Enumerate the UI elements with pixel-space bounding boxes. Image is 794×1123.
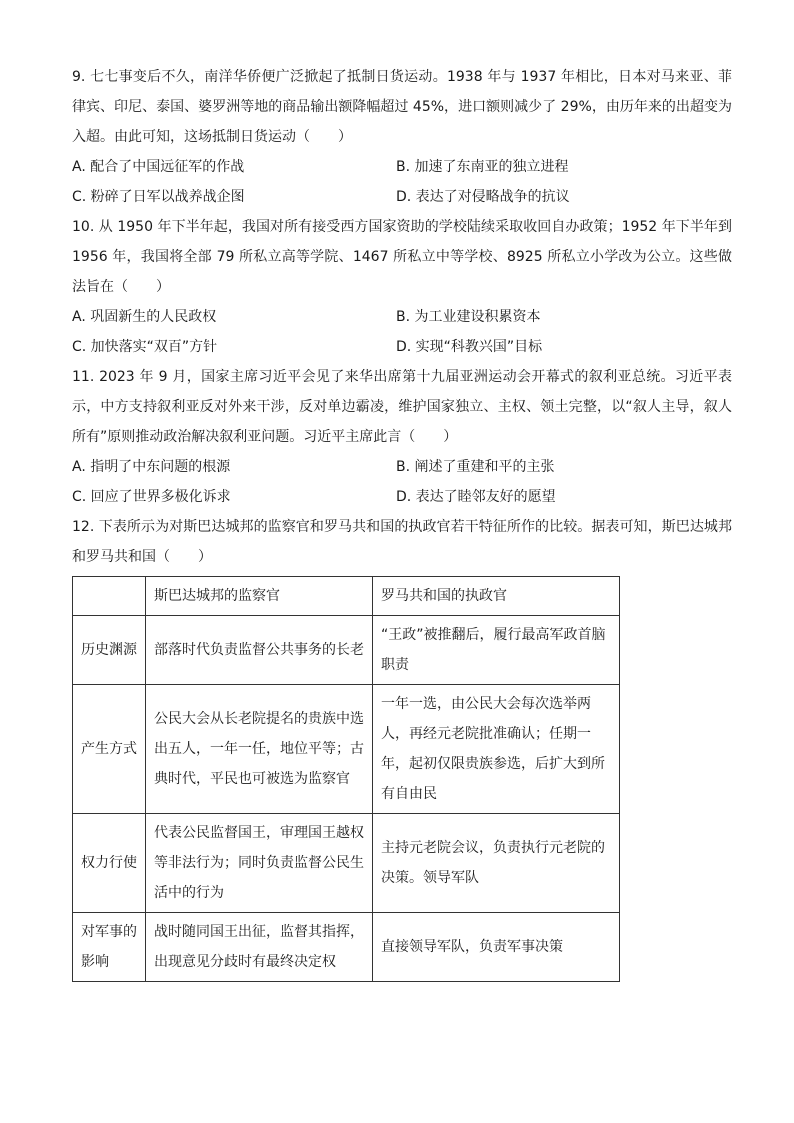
exam-page	[72, 62, 732, 982]
option-d: D. 实现“科教兴国”目标	[396, 339, 543, 355]
question-11	[72, 362, 732, 512]
question-10-stem: 10. 从 1950 年下半年起，我国对所有接受西方国家资助的学校陆续采取收回自办政策；1952 年下半年到 1956 年，我国将全部 79 所私立高等学院、1467 所私立中等学校、8925 所私立小学改为公立。这些做法旨在（ ）	[72, 219, 732, 295]
table-header-cell: 斯巴达城邦的监察官	[146, 577, 373, 616]
table-cell: “王政”被推翻后，履行最高军政首脑职责	[373, 616, 620, 685]
option-d: D. 表达了对侵略战争的抗议	[396, 189, 570, 205]
question-12-stem: 12. 下表所示为对斯巴达城邦的监察官和罗马共和国的执政官若干特征所作的比较。据表可知，斯巴达城邦和罗马共和国（ ）	[72, 519, 732, 565]
option-a: A. 配合了中国远征军的作战	[72, 159, 245, 175]
option-b: B. 阐述了重建和平的主张	[396, 459, 555, 475]
row-label: 对军事的影响	[73, 913, 146, 982]
table-row	[73, 616, 620, 685]
table-cell: 战时随同国王出征，监督其指挥，出现意见分歧时有最终决定权	[146, 913, 373, 982]
question-11-options	[72, 452, 732, 512]
question-9	[72, 62, 732, 212]
row-label: 历史渊源	[73, 616, 146, 685]
table-header-cell: 罗马共和国的执政官	[373, 577, 620, 616]
option-c: C. 回应了世界多极化诉求	[72, 489, 231, 505]
table-cell: 公民大会从长老院提名的贵族中选出五人，一年一任，地位平等；古典时代，平民也可被选为监察官	[146, 685, 373, 814]
question-10-options	[72, 302, 732, 362]
table-row	[73, 913, 620, 982]
table-header-row	[73, 577, 620, 616]
question-9-options	[72, 152, 732, 212]
option-d: D. 表达了睦邻友好的愿望	[396, 489, 556, 505]
table-cell: 主持元老院会议，负责执行元老院的决策。领导军队	[373, 814, 620, 913]
option-c: C. 粉碎了日军以战养战企图	[72, 189, 245, 205]
row-label: 产生方式	[73, 685, 146, 814]
table-cell: 部落时代负责监督公共事务的长老	[146, 616, 373, 685]
option-b: B. 为工业建设积累资本	[396, 309, 541, 325]
question-12	[72, 512, 732, 982]
option-a: A. 指明了中东问题的根源	[72, 459, 231, 475]
row-label: 权力行使	[73, 814, 146, 913]
table-row	[73, 814, 620, 913]
option-b: B. 加速了东南亚的独立进程	[396, 159, 569, 175]
table-row	[73, 685, 620, 814]
option-a: A. 巩固新生的人民政权	[72, 309, 217, 325]
table-cell: 一年一选，由公民大会每次选举两人，再经元老院批准确认；任期一年，起初仅限贵族参选，后扩大到所有自由民	[373, 685, 620, 814]
table-header-cell	[73, 577, 146, 616]
question-11-stem: 11. 2023 年 9 月，国家主席习近平会见了来华出席第十九届亚洲运动会开幕式的叙利亚总统。习近平表示，中方支持叙利亚反对外来干涉，反对单边霸凌，维护国家独立、主权、领土完整，以“叙人主导，叙人所有”原则推动政治解决叙利亚问题。习近平主席此言（ ）	[72, 369, 732, 445]
option-c: C. 加快落实“双百”方针	[72, 339, 218, 355]
table-cell: 直接领导军队，负责军事决策	[373, 913, 620, 982]
question-9-stem: 9. 七七事变后不久，南洋华侨便广泛掀起了抵制日货运动。1938 年与 1937 年相比，日本对马来亚、菲律宾、印尼、泰国、婆罗洲等地的商品输出额降幅超过 45%，进口额则减少了 29%，由历年来的出超变为入超。由此可知，这场抵制日货运动（ ）	[72, 69, 732, 145]
comparison-table	[72, 576, 620, 982]
question-10	[72, 212, 732, 362]
table-cell: 代表公民监督国王，审理国王越权等非法行为；同时负责监督公民生活中的行为	[146, 814, 373, 913]
